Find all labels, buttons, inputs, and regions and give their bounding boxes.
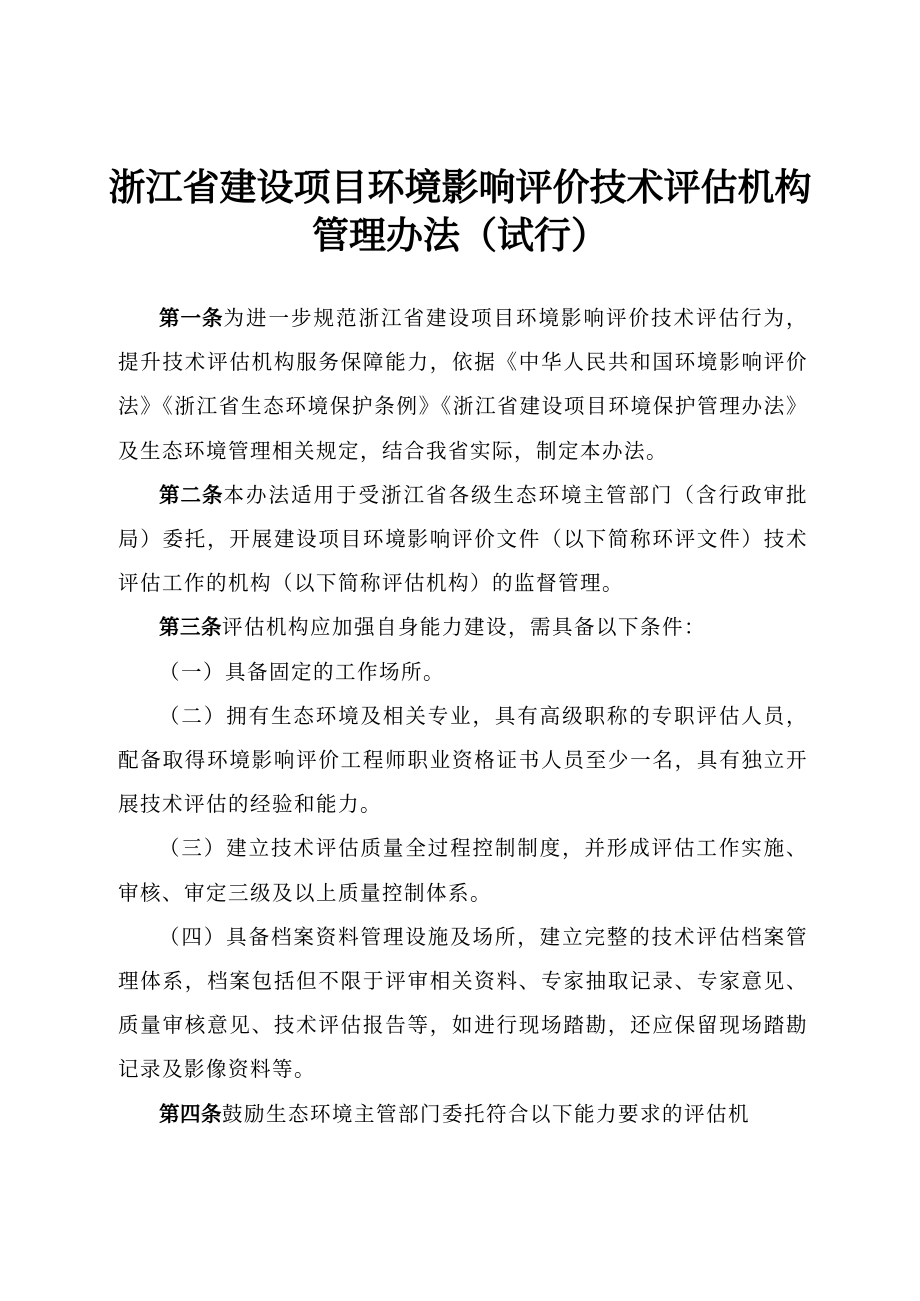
article-heading: 第一条: [159, 306, 224, 330]
clause-text: （一）具备固定的工作场所。: [159, 659, 445, 684]
article-2: [118, 473, 808, 606]
clause-4: [118, 915, 808, 1092]
article-text: 评估机构应加强自身能力建设，需具备以下条件：: [222, 615, 706, 640]
document-title-line-2: 管理办法（试行）: [312, 214, 608, 257]
article-1: [118, 296, 808, 473]
clause-1: [118, 650, 808, 694]
article-3: [118, 605, 808, 649]
clause-text: （四）具备档案资料管理设施及场所，建立完整的技术评估档案管理体系，档案包括但不限于评审相关资料、专家抽取记录、专家意见、质量审核意见、技术评估报告等，如进行现场踏勘，还应保留现场踏勘记录及影像资料等。: [118, 924, 808, 1082]
article-text: 为进一步规范浙江省建设项目环境影响评价技术评估行为，提升技术评估机构服务保障能力，依据《中华人民共和国环境影响评价法》《浙江省生态环境保护条例》《浙江省建设项目环境保护管理办法》及生态环境管理相关规定，结合我省实际，制定本办法。: [118, 306, 808, 463]
document-title-line-1: 浙江省建设项目环境影响评价技术评估机构: [108, 166, 812, 209]
article-heading: 第二条: [159, 482, 224, 507]
clause-2: [118, 694, 808, 827]
article-heading: 第三条: [159, 615, 222, 640]
clause-3: [118, 826, 808, 914]
clause-text: （二）拥有生态环境及相关专业，具有高级职称的专职评估人员，配备取得环境影响评价工程师职业资格证书人员至少一名，具有独立开展技术评估的经验和能力。: [118, 703, 808, 817]
article-text: 鼓励生态环境主管部门委托符合以下能力要求的评估机: [222, 1101, 750, 1126]
article-text: 本办法适用于受浙江省各级生态环境主管部门（含行政审批局）委托，开展建设项目环境影响评价文件（以下简称环评文件）技术评估工作的机构（以下简称评估机构）的监督管理。: [118, 482, 808, 596]
article-heading: 第四条: [159, 1101, 222, 1126]
clause-text: （三）建立技术评估质量全过程控制制度，并形成评估工作实施、审核、审定三级及以上质量控制体系。: [118, 836, 808, 905]
document-body: [118, 296, 808, 1136]
article-4: [118, 1092, 808, 1136]
